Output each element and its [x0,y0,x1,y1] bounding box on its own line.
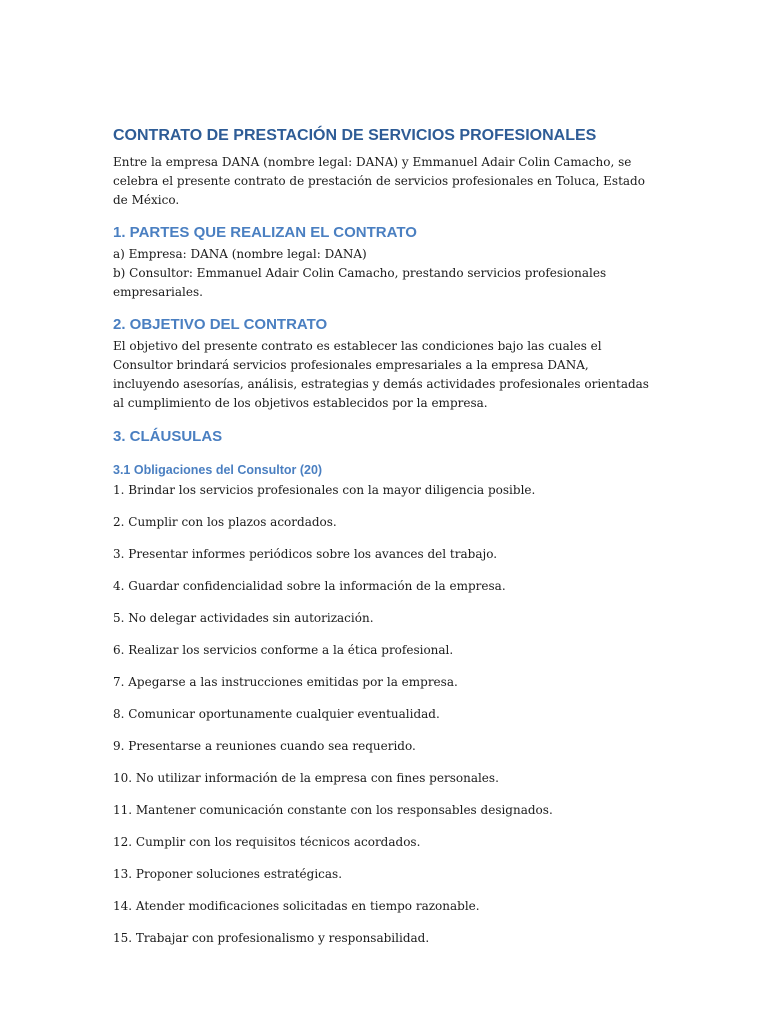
obligations-list [113,481,653,948]
section-1-heading: 1. PARTES QUE REALIZAN EL CONTRATO [113,224,417,241]
section-1-line-b: b) Consultor: Emmanuel Adair Colin Camacho, prestando servicios profesionales empresariales. [113,266,607,299]
list-item: 8. Comunicar oportunamente cualquier eventualidad. [113,707,440,721]
list-item: 7. Apegarse a las instrucciones emitidas por la empresa. [113,675,458,689]
list-item: 4. Guardar confidencialidad sobre la información de la empresa. [113,579,506,593]
list-item: 5. No delegar actividades sin autorización. [113,611,374,625]
section-2-heading: 2. OBJETIVO DEL CONTRATO [113,316,328,333]
list-item: 2. Cumplir con los plazos acordados. [113,515,337,529]
intro-paragraph: Entre la empresa DANA (nombre legal: DANA) y Emmanuel Adair Colin Camacho, se celebra el presente contrato de prestación de servicios profesionales en Toluca, Estado de México. [113,155,645,207]
list-item: 13. Proponer soluciones estratégicas. [113,867,343,881]
list-item: 10. No utilizar información de la empresa con fines personales. [113,771,499,785]
section-1-line-a: a) Empresa: DANA (nombre legal: DANA) [113,247,367,261]
list-item: 3. Presentar informes periódicos sobre los avances del trabajo. [113,547,498,561]
section-2-body: El objetivo del presente contrato es establecer las condiciones bajo las cuales el Consultor brindará servicios profesionales empresariales a la empresa DANA, incluyendo asesorías, análisis, estrategias y demás actividades profesionales orientadas al cumplimiento de los objetivos establecidos por la empresa. [113,339,649,410]
list-item: 1. Brindar los servicios profesionales con la mayor diligencia posible. [113,483,536,497]
list-item: 15. Trabajar con profesionalismo y responsabilidad. [113,931,430,945]
document-page [113,125,653,961]
section-3-heading: 3. CLÁUSULAS [113,428,223,445]
list-item: 14. Atender modificaciones solicitadas en tiempo razonable. [113,899,480,913]
section-3-1-subheading: 3.1 Obligaciones del Consultor (20) [113,463,323,477]
list-item: 6. Realizar los servicios conforme a la ética profesional. [113,643,454,657]
list-item: 9. Presentarse a reuniones cuando sea requerido. [113,739,416,753]
document-title: CONTRATO DE PRESTACIÓN DE SERVICIOS PROFESIONALES [113,127,597,144]
list-item: 12. Cumplir con los requisitos técnicos acordados. [113,835,421,849]
list-item: 11. Mantener comunicación constante con los responsables designados. [113,803,553,817]
